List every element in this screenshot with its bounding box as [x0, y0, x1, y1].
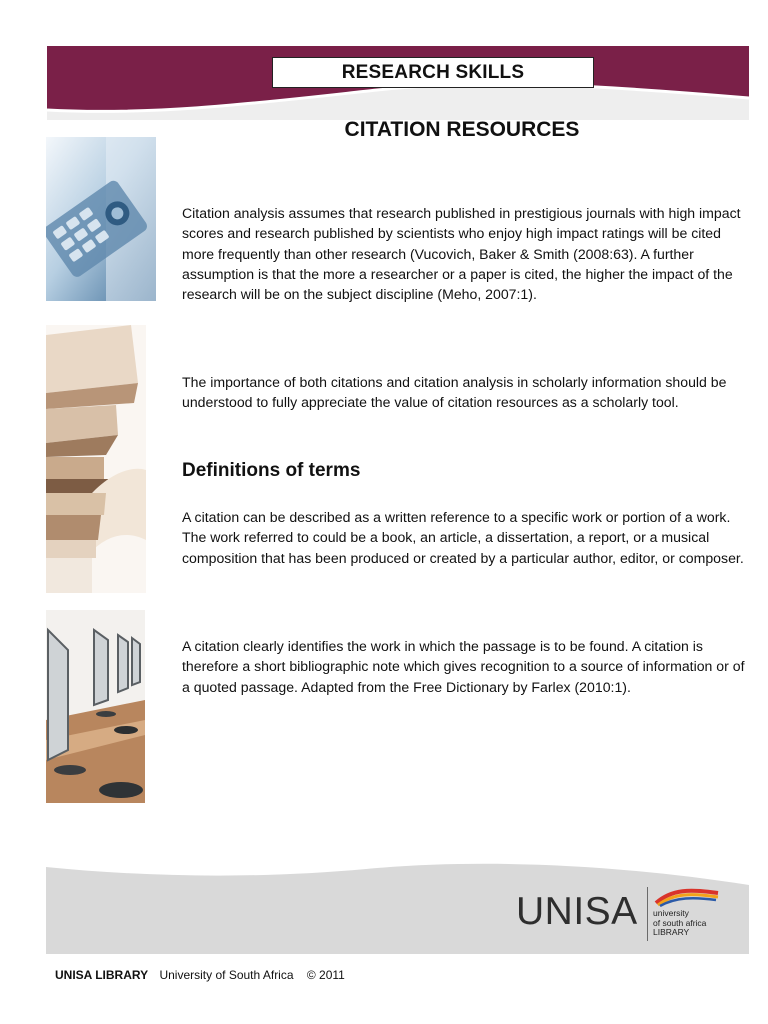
header-label: RESEARCH SKILLS — [272, 57, 594, 88]
logo-divider — [647, 887, 648, 941]
logo-line-country: of south africa — [653, 917, 707, 928]
footer-copyright: © 2011 — [306, 968, 345, 982]
keypad-photo — [46, 137, 156, 301]
footer-library: UNISA LIBRARY — [55, 968, 149, 982]
paragraph-citation-definition: A citation can be described as a written reference to a specific work or portion of a work. The work referred to could be a book, an article, a dissertation, a report, or a musical composition that has been produced or created by a particular author, editor, or composer. — [182, 509, 744, 566]
computer-lab-photo — [46, 610, 145, 803]
paragraph-importance: The importance of both citations and citation analysis in scholarly information should be understood to fully appreciate the value of citation resources as a scholarly tool. — [182, 374, 727, 411]
logo-subtitle — [653, 909, 723, 938]
footer-line — [55, 968, 345, 982]
flag-icon — [654, 885, 720, 907]
logo-line-library: LIBRARY — [653, 927, 690, 937]
unisa-logo — [516, 883, 726, 945]
paragraph-citation-analysis: Citation analysis assumes that research published in prestigious journals with high impact scores and research published by scientists who enjoy high impact ratings will be cited more frequently than other research (Vucovich, Baker & Smith (2008:63). A further assumption is that the more a researcher or a paper is cited, the higher the impact of the research will be on the subject discipline (Meho, 2007:1). — [182, 205, 741, 303]
paragraph-citation-note: A citation clearly identifies the work in which the passage is to be found. A citation is therefore a short bibliographic note which gives recognition to a source of information or of a quoted passage. Adapted from the Free Dictionary by Farlex (2010:1). — [182, 638, 745, 695]
unisa-wordmark: UNISA — [516, 890, 638, 933]
footer-university: University of South Africa — [159, 968, 294, 982]
logo-line-university: university — [653, 908, 689, 918]
books-photo — [46, 325, 146, 593]
section-heading: Definitions of terms — [182, 460, 361, 481]
page-title: CITATION RESOURCES — [344, 118, 580, 141]
